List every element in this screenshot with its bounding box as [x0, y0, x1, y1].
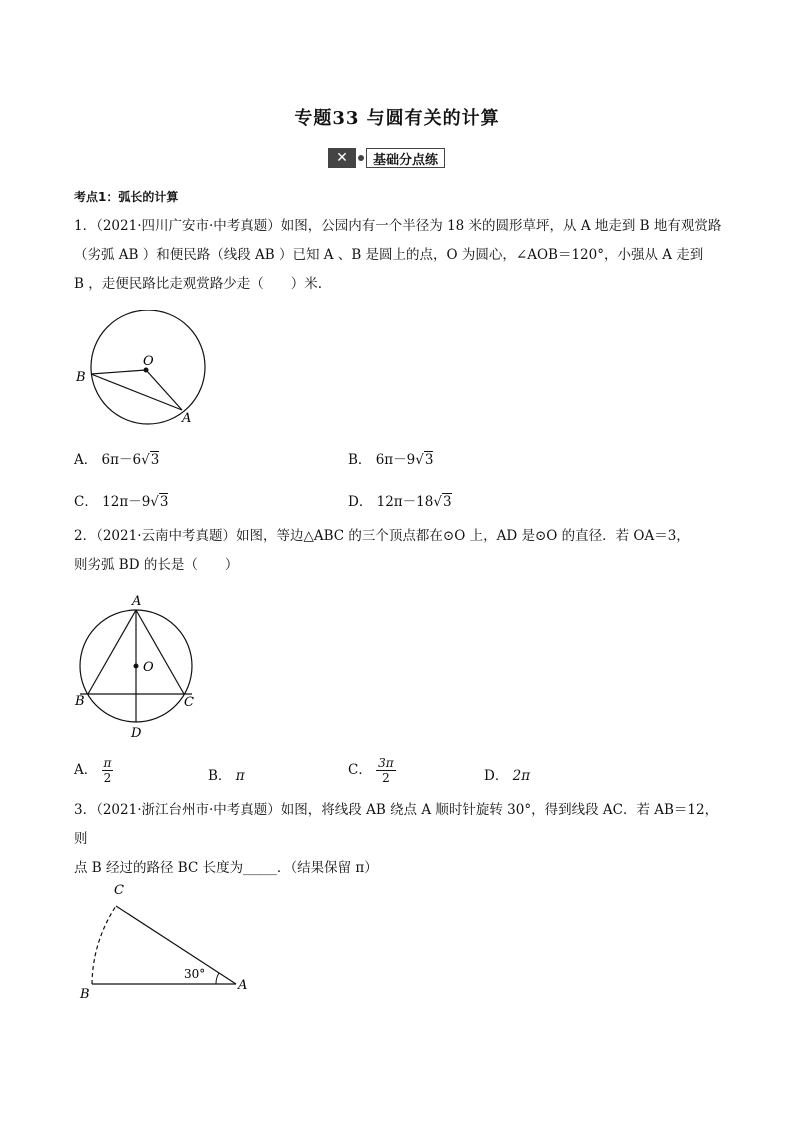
- q2-option-b[interactable]: B． π: [208, 768, 245, 784]
- q2-line-1: 2．（2021·云南中考真题）如图，等边△ABC 的三个顶点都在⊙O 上，AD 是⊙O 的直径．若 OA＝3，: [74, 528, 690, 544]
- section-heading: 考点1：弧长的计算: [74, 190, 179, 204]
- q1-line-3: B ，走便民路比走观赏路少走（ ）米.: [74, 276, 323, 292]
- badge-label: 基础分点练: [366, 148, 445, 168]
- q3-label-a: A: [238, 978, 248, 993]
- badge-dot: [358, 155, 364, 161]
- q1-line-1: 1．（2021·四川广安市·中考真题）如图，公园内有一个半径为 18 米的圆形草坪，从 A 地走到 B 地有观赏路: [74, 218, 722, 234]
- q1-option-b[interactable]: B． 6π－9√3: [348, 452, 434, 468]
- q2-label-d: D: [131, 726, 142, 740]
- q2-option-d[interactable]: D． 2π: [484, 768, 531, 784]
- q3-line-2: 点 B 经过的路径 BC 长度为_____．（结果保留 π）: [74, 860, 378, 876]
- crossed-swords-icon: ✕: [328, 148, 356, 168]
- q2-label-b: B: [75, 694, 85, 709]
- q1-label-b: B: [76, 370, 86, 385]
- q2-figure: [70, 590, 210, 740]
- q1-segment-oa: [146, 370, 182, 410]
- q2-side-ab: [88, 610, 136, 694]
- q3-segment-ac: [116, 906, 236, 984]
- q2-option-c[interactable]: C． $\frac{3\pi}{2}$: [348, 756, 394, 785]
- q2-label-o: O: [143, 660, 154, 675]
- q3-arc-bc: [92, 906, 116, 984]
- question-2-text: [74, 522, 724, 580]
- question-3-text: [74, 796, 724, 883]
- q1-option-d[interactable]: D． 12π－18√3: [348, 494, 452, 510]
- q2-line-2: 则劣弧 BD 的长是（ ）: [74, 557, 239, 573]
- q1-label-a: A: [182, 411, 192, 426]
- q2-side-ac: [136, 610, 184, 694]
- q1-figure: [70, 310, 210, 430]
- q3-figure: [70, 876, 270, 1006]
- q1-option-c[interactable]: C． 12π－9√3: [74, 494, 169, 510]
- q3-label-angle: 30°: [184, 967, 206, 981]
- q3-label-c: C: [114, 883, 124, 898]
- q3-line-1: 3．（2021·浙江台州市·中考真题）如图，将线段 AB 绕点 A 顺时针旋转 30°，得到线段 AC．若 AB＝12，则: [74, 802, 719, 847]
- q2-label-c: C: [184, 695, 194, 710]
- section-badge: [328, 148, 445, 168]
- q2-center-dot: [134, 664, 139, 669]
- q3-angle-mark: [216, 973, 219, 984]
- question-1-text: [74, 212, 724, 299]
- q1-line-2: （劣弧 AB ）和便民路（线段 AB ）已知 A 、B 是圆上的点，O 为圆心，∠AOB＝120°，小强从 A 走到: [74, 247, 704, 263]
- page-title: 专题33 与圆有关的计算: [294, 108, 500, 129]
- q1-label-o: O: [143, 354, 154, 369]
- q1-segment-ob: [91, 370, 146, 374]
- q3-label-b: B: [80, 987, 90, 1002]
- q1-option-a[interactable]: A． 6π－6√3: [74, 452, 160, 468]
- q2-option-a[interactable]: A． $\frac{\pi}{2}$: [74, 756, 112, 785]
- q2-label-a: A: [132, 594, 142, 609]
